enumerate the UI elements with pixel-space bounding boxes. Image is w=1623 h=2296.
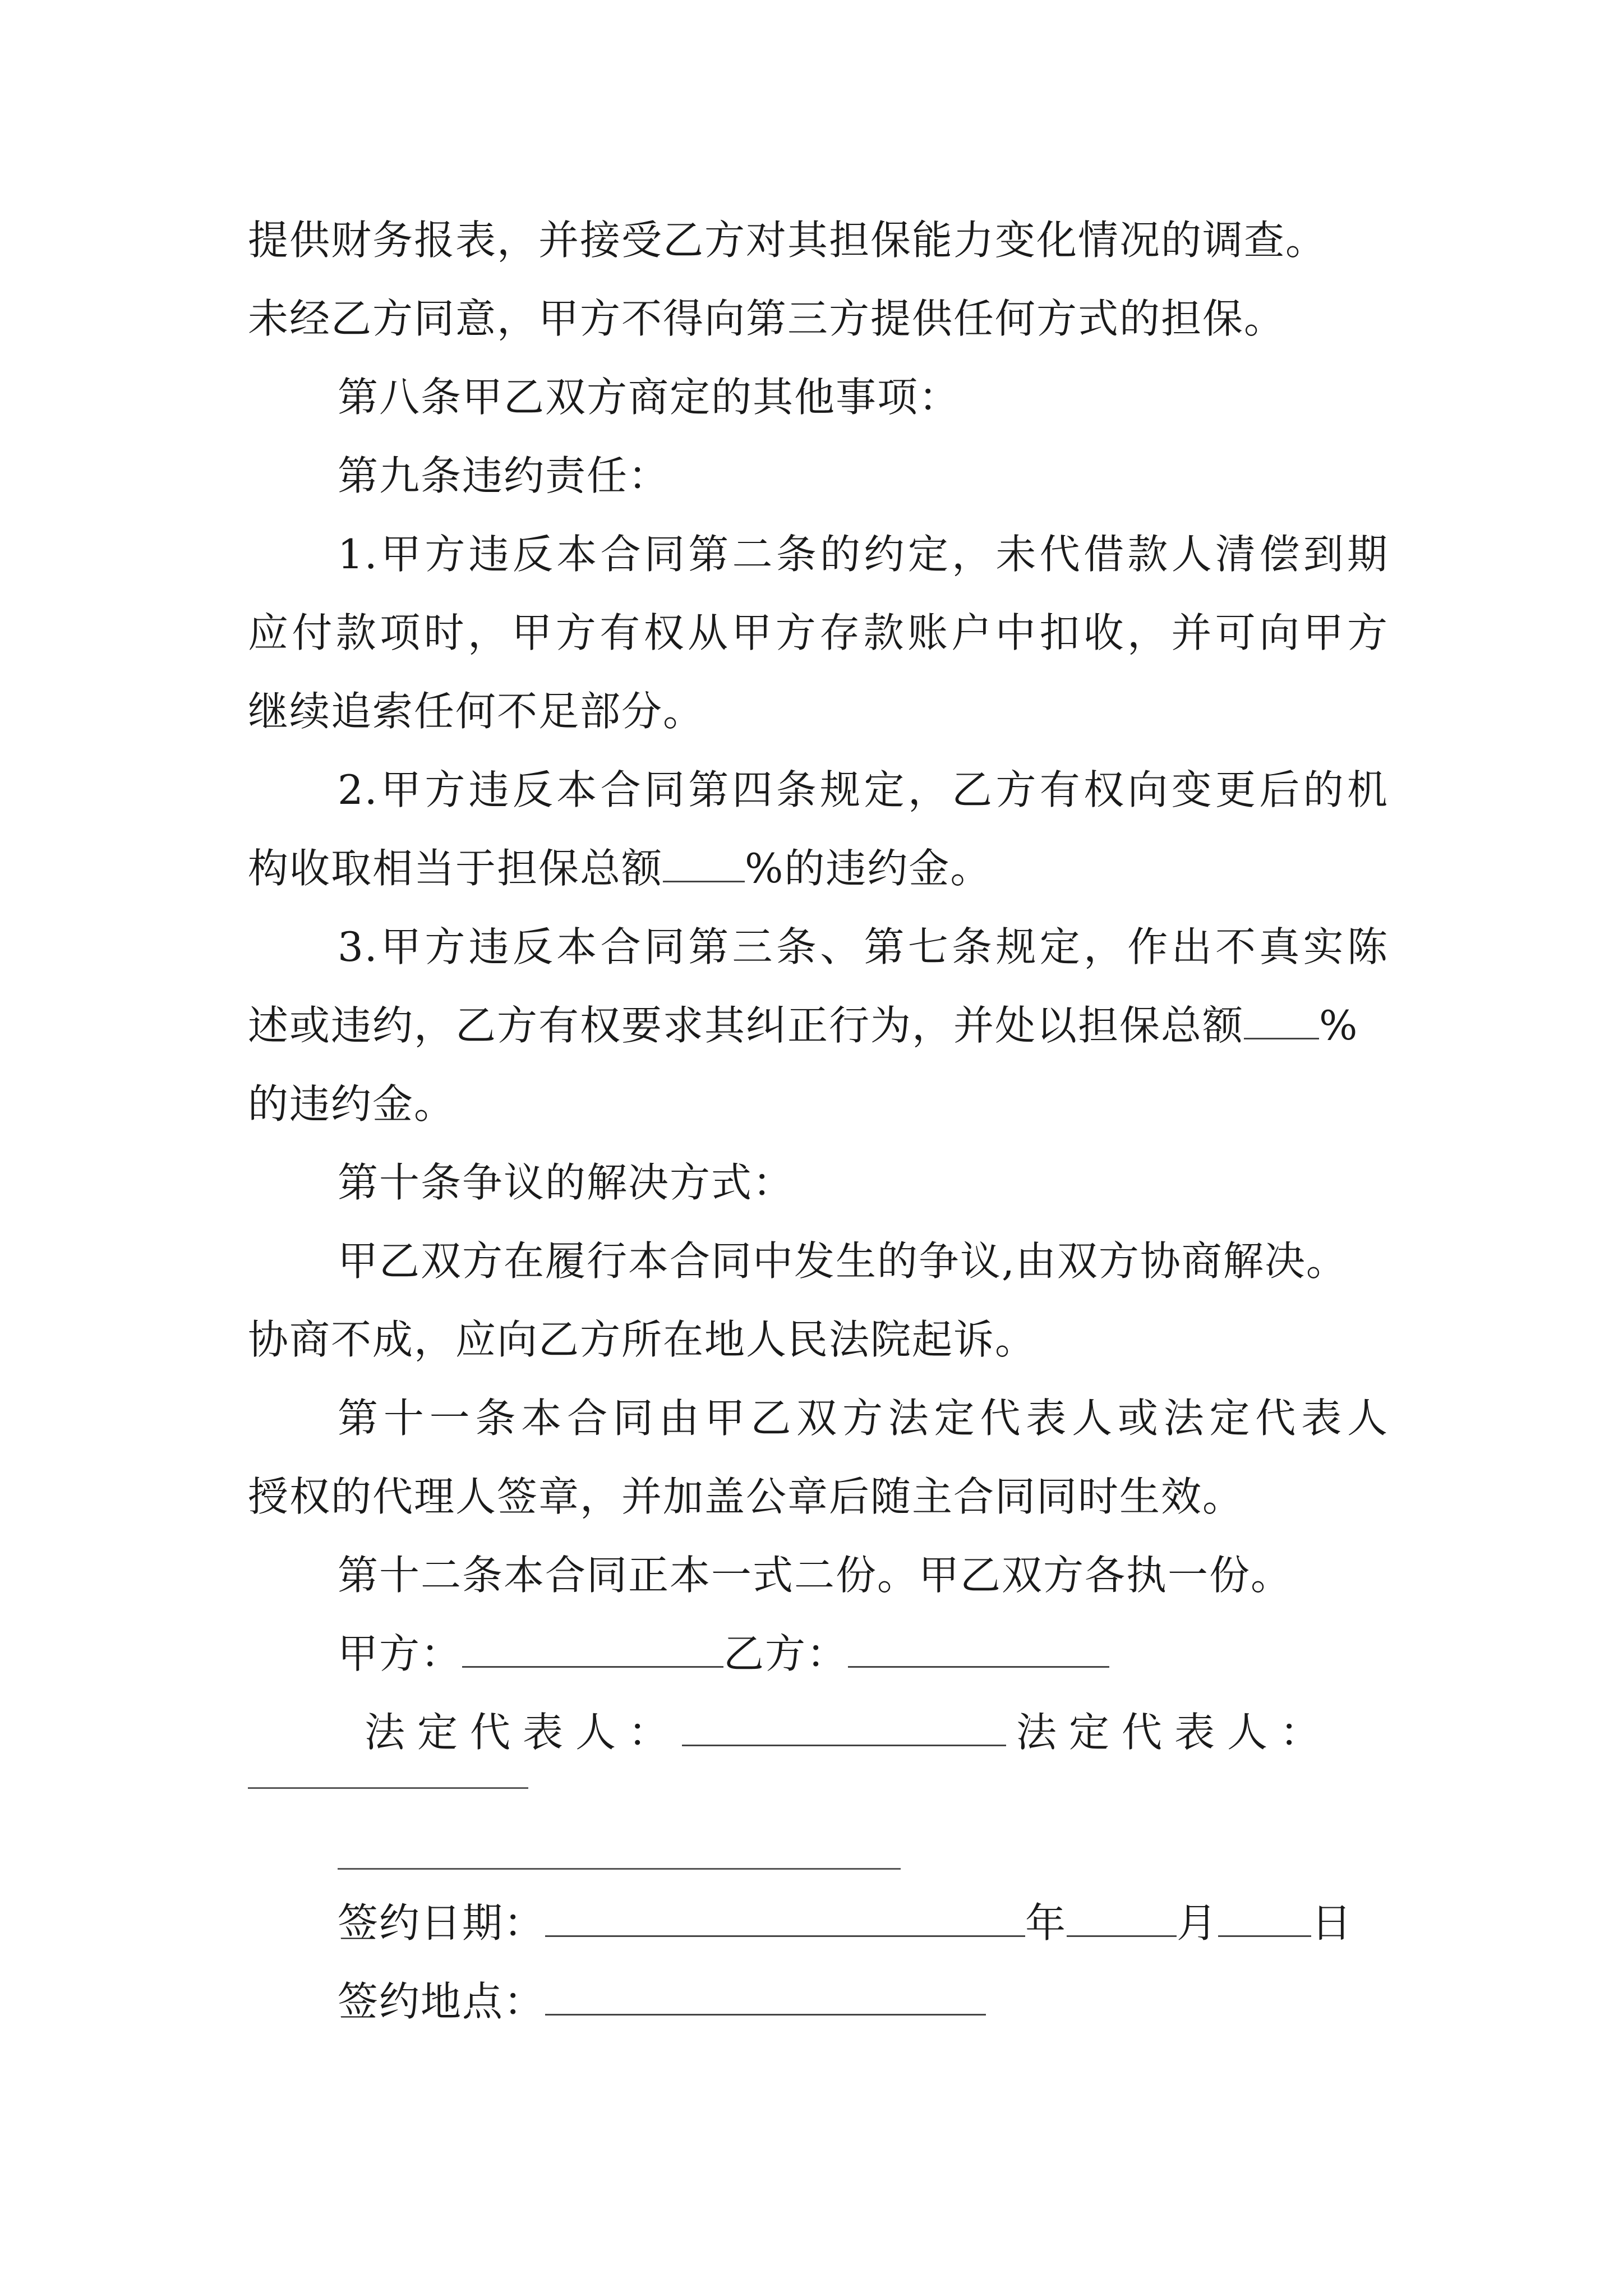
clause-2-text: %的违约金。 — [745, 845, 992, 892]
year-label: 年 — [1025, 1899, 1067, 1947]
day-blank — [1218, 1903, 1311, 1937]
signature-line — [338, 1868, 901, 1870]
legal-rep-line — [365, 1709, 1333, 1756]
clause-2-line: 2.甲方违反本合同第四条规定，乙方有权向变更后的机 — [338, 766, 1389, 813]
legal-rep-a-label: 法定代表人： — [365, 1709, 681, 1756]
party-b-blank — [848, 1634, 1109, 1668]
clause-1-line: 应付款项时，甲方有权从甲方存款账户中扣收，并可向甲方 — [248, 609, 1389, 656]
clause-3-text: % — [1319, 1002, 1359, 1049]
legal-rep-b-label: 法定代表人： — [1016, 1709, 1333, 1756]
place-blank — [545, 1981, 986, 2016]
date-blank — [545, 1903, 1025, 1937]
day-label: 日 — [1311, 1899, 1353, 1947]
signing-place-label: 签约地点： — [338, 1978, 546, 2025]
clause-2-text: 构收取相当于担保总额 — [248, 845, 663, 892]
legal-rep-b-blank — [248, 1787, 528, 1789]
party-b-label: 乙方： — [723, 1630, 849, 1677]
penalty-percent-blank — [663, 848, 745, 882]
signing-date-label: 签约日期： — [338, 1899, 546, 1947]
clause-3-line: 3.甲方违反本合同第三条、第七条规定，作出不真实陈 — [338, 923, 1389, 970]
clause-1-line: 继续追索任何不足部分。 — [248, 688, 705, 735]
article-8-heading: 第八条甲乙双方商定的其他事项： — [338, 374, 961, 421]
party-a-blank — [462, 1634, 723, 1668]
clause-1-line: 1.甲方违反本合同第二条的约定，未代借款人清偿到期 — [338, 531, 1389, 578]
dispute-line: 甲乙双方在履行本合同中发生的争议,由双方协商解决。 — [338, 1237, 1348, 1285]
clause-2-line — [248, 845, 992, 892]
signing-place-line — [338, 1978, 986, 2025]
article-10-heading: 第十条争议的解决方式： — [338, 1159, 795, 1206]
clause-3-line: 的违约金。 — [248, 1080, 456, 1128]
article-11-line: 授权的代理人签章，并加盖公章后随主合同同时生效。 — [248, 1473, 1244, 1520]
paragraph-line: 提供财务报表，并接受乙方对其担保能力变化情况的调查。 — [248, 217, 1327, 264]
month-blank — [1067, 1903, 1177, 1937]
legal-rep-a-blank — [682, 1712, 1006, 1746]
article-9-heading: 第九条违约责任： — [338, 452, 670, 499]
party-a-label: 甲方： — [338, 1630, 463, 1677]
paragraph-line: 未经乙方同意，甲方不得向第三方提供任何方式的担保。 — [248, 295, 1286, 342]
penalty-percent-blank — [1244, 1005, 1319, 1039]
signing-date-line — [338, 1899, 1353, 1947]
article-11-line: 第十一条本合同由甲乙双方法定代表人或法定代表人 — [338, 1395, 1389, 1442]
dispute-line: 协商不成，应向乙方所在地人民法院起诉。 — [248, 1316, 1037, 1363]
clause-3-text: 述或违约，乙方有权要求其纠正行为，并处以担保总额 — [248, 1002, 1244, 1049]
clause-3-line — [248, 1002, 1359, 1049]
month-label: 月 — [1177, 1899, 1219, 1947]
party-line — [338, 1630, 1109, 1677]
article-12-line: 第十二条本合同正本一式二份。甲乙双方各执一份。 — [338, 1552, 1293, 1599]
